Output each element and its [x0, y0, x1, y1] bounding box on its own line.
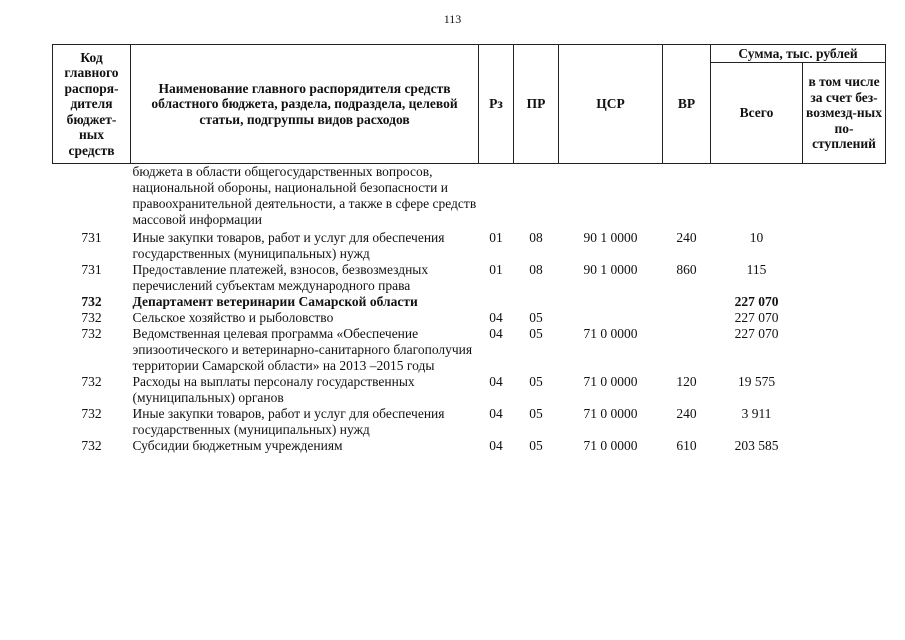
row-csr: 90 1 0000 [583, 262, 638, 277]
row-code [53, 164, 131, 231]
header-vr: ВР [663, 45, 711, 164]
row-csr [559, 164, 663, 231]
header-rz: Рз [479, 45, 514, 164]
row-vr: 120 [676, 374, 697, 389]
header-pr: ПР [514, 45, 559, 164]
row-code: 732 [81, 406, 102, 421]
budget-table [52, 44, 886, 454]
row-rz: 04 [489, 406, 503, 421]
row-rz: 04 [489, 438, 503, 453]
row-code: 732 [81, 310, 102, 325]
row-csr [559, 310, 663, 326]
row-csr: 71 0 0000 [583, 406, 638, 421]
row-pr: 08 [529, 230, 543, 245]
row-rz: 04 [489, 374, 503, 389]
row-name: Предоставление платежей, взносов, безвозмездных перечислений субъектам международного права [132, 262, 429, 293]
row-csr: 71 0 0000 [583, 326, 638, 341]
row-including [803, 374, 886, 406]
row-rz: 01 [489, 230, 503, 245]
page-number: 113 [443, 12, 462, 26]
row-including [803, 164, 886, 231]
row-csr: 90 1 0000 [583, 230, 638, 245]
table-row [53, 262, 886, 294]
table-row [53, 310, 886, 326]
row-including [803, 230, 886, 262]
row-total: 203 585 [734, 438, 779, 453]
header-sum-group: Сумма, тыс. рублей [711, 45, 886, 63]
row-name: Департамент ветеринарии Самарской области [132, 294, 418, 309]
row-name: Расходы на выплаты персоналу государственных (муниципальных) органов [132, 374, 415, 405]
row-name: Иные закупки товаров, работ и услуг для обеспечения государственных (муниципальных) нужд [132, 406, 445, 437]
row-pr: 05 [529, 310, 543, 325]
row-pr: 05 [529, 374, 543, 389]
header-name: Наименование главного распорядителя средств областного бюджета, раздела, подраздела, целевой статьи, подгруппы видов расходов [131, 45, 479, 164]
table-row [53, 438, 886, 454]
row-vr: 240 [676, 230, 697, 245]
table-body [53, 164, 886, 455]
row-total: 227 070 [734, 310, 779, 325]
row-pr [514, 294, 559, 310]
table-row [53, 164, 886, 231]
row-code: 732 [81, 326, 102, 341]
row-pr: 05 [529, 406, 543, 421]
row-code: 731 [81, 230, 102, 245]
row-name: Ведомственная целевая программа «Обеспечение эпизоотического и ветеринарно-санитарного благополучия территории Самарской области» на 2013 –2015 годы [132, 326, 473, 373]
row-csr: 71 0 0000 [583, 374, 638, 389]
row-code: 732 [81, 374, 102, 389]
row-vr [663, 310, 711, 326]
row-name: бюджета в области общегосударственных вопросов, национальной обороны, национальной безопасности и правоохранительной деятельности, а также в сфере средств массовой информации [132, 164, 477, 227]
row-pr: 08 [529, 262, 543, 277]
row-including [803, 438, 886, 454]
table-header [53, 45, 886, 164]
row-including [803, 326, 886, 374]
row-name: Субсидии бюджетным учреждениям [132, 438, 343, 453]
row-pr [514, 164, 559, 231]
table-row [53, 294, 886, 310]
row-csr [559, 294, 663, 310]
row-rz: 04 [489, 326, 503, 341]
row-total: 19 575 [737, 374, 776, 389]
row-code: 731 [81, 262, 102, 277]
header-including: в том числе за счет без-возмезд-ных по-ступлений [803, 63, 886, 164]
row-including [803, 262, 886, 294]
header-csr: ЦСР [559, 45, 663, 164]
header-total: Всего [711, 63, 803, 164]
row-vr: 860 [676, 262, 697, 277]
row-pr: 05 [529, 438, 543, 453]
row-code: 732 [81, 438, 102, 453]
row-vr: 240 [676, 406, 697, 421]
row-csr: 71 0 0000 [583, 438, 638, 453]
row-total: 115 [746, 262, 767, 277]
row-total: 227 070 [734, 294, 779, 309]
row-rz: 01 [489, 262, 503, 277]
row-including [803, 294, 886, 310]
row-vr [663, 294, 711, 310]
row-vr [663, 326, 711, 374]
row-vr: 610 [676, 438, 697, 453]
row-total: 227 070 [734, 326, 779, 341]
table-row [53, 326, 886, 374]
row-total: 3 911 [741, 406, 772, 421]
row-pr: 05 [529, 326, 543, 341]
row-code: 732 [81, 294, 102, 309]
row-rz: 04 [489, 310, 503, 325]
row-name: Сельское хозяйство и рыболовство [132, 310, 334, 325]
row-name: Иные закупки товаров, работ и услуг для обеспечения государственных (муниципальных) нужд [132, 230, 445, 261]
table-row [53, 230, 886, 262]
row-including [803, 310, 886, 326]
table-row [53, 406, 886, 438]
header-code: Код главного распоря-дителя бюджет-ных средств [53, 45, 131, 164]
row-rz [479, 164, 514, 231]
row-vr [663, 164, 711, 231]
row-rz [479, 294, 514, 310]
row-total: 10 [749, 230, 764, 245]
row-including [803, 406, 886, 438]
table-row [53, 374, 886, 406]
row-total [711, 164, 803, 231]
